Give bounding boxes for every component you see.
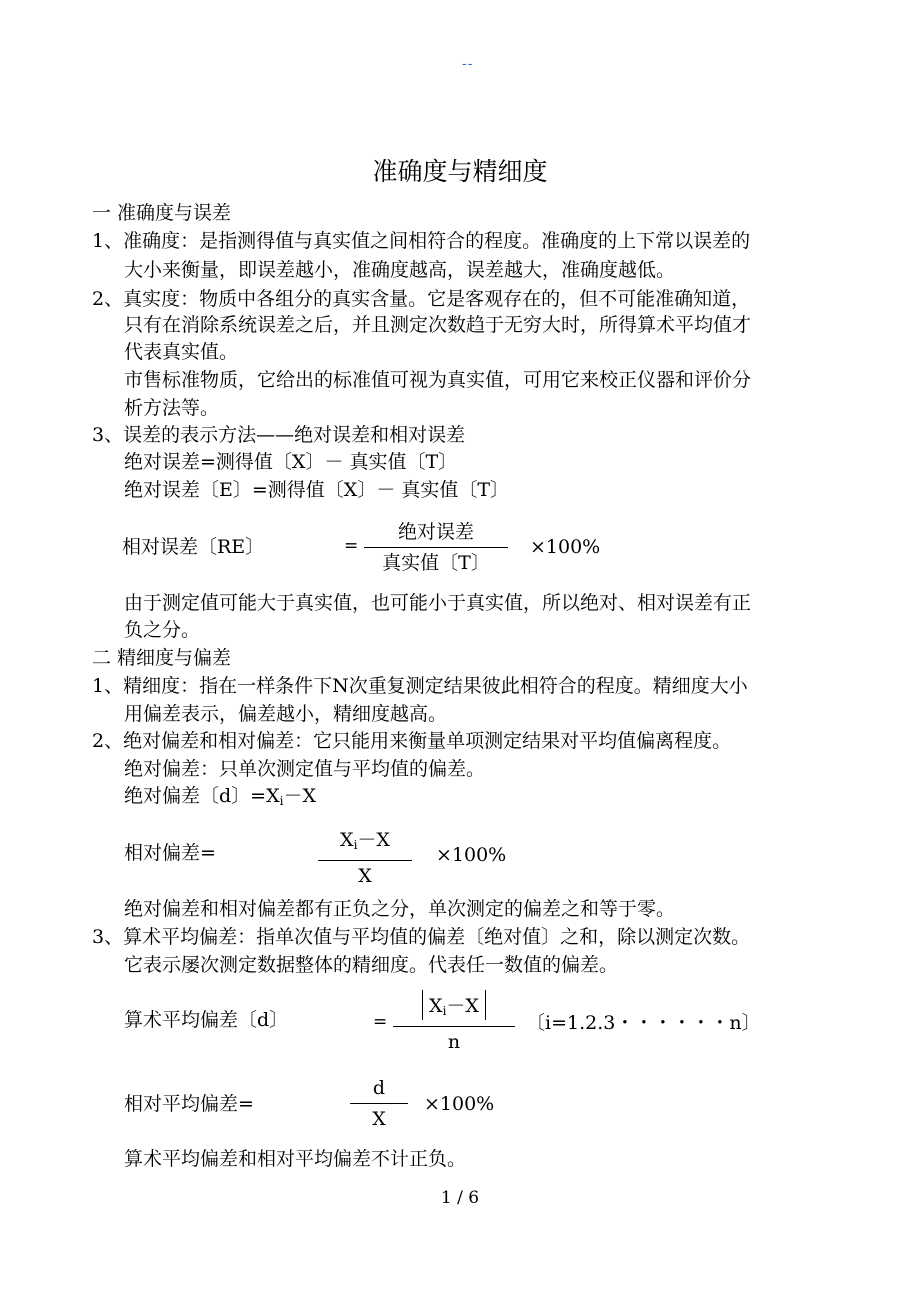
s2-item1-line1: 1、精细度：指在一样条件下N次重复测定结果彼此相符合的程度。精细度大小 — [92, 675, 748, 697]
s1-item2-line3: 代表真实值。 — [124, 341, 239, 363]
abs-dev-suffix: －X — [283, 785, 316, 807]
page-number: 1 / 6 — [440, 1188, 480, 1208]
s1-item2-line1: 2、真实度：物质中各组分的真实含量。它是客观存在的，但不可能准确知道， — [92, 288, 751, 310]
s2-item3-line1: 3、算术平均偏差：指单次值与平均值的偏差〔绝对值〕之和，除以测定次数。 — [92, 926, 751, 948]
s1-item1-line2: 大小来衡量，即误差越小，准确度越高，误差越大，准确度越低。 — [124, 259, 676, 281]
s1-item2-line5: 析方法等。 — [124, 397, 220, 419]
section-1-heading: 一 准确度与误差 — [92, 202, 232, 224]
header-mark: -- — [462, 56, 474, 72]
relative-average-deviation-fraction — [350, 1074, 408, 1133]
avg-dev-denominator: n — [447, 1031, 461, 1053]
s1-note-line1: 由于测定值可能大于真实值，也可能小于真实值，所以绝对、相对误差有正 — [124, 592, 752, 614]
s2-item2-line2: 绝对偏差：只单次测定值与平均值的偏差。 — [124, 758, 486, 780]
rel-dev-num-sub: i — [353, 838, 358, 852]
avg-dev-num-x: X — [429, 995, 443, 1017]
s2-item3-line2: 它表示屡次测定数据整体的精细度。代表任一数值的偏差。 — [124, 954, 619, 976]
s1-item3-line3: 绝对误差〔E〕=测得值〔X〕－ 真实值〔T〕 — [124, 479, 510, 501]
relative-average-deviation-times: ×100% — [424, 1093, 495, 1115]
average-deviation-fraction — [393, 990, 515, 1056]
abs-dev-prefix: 绝对偏差〔d〕=X — [124, 785, 280, 807]
section-2-heading: 二 精细度与偏差 — [92, 647, 232, 669]
rad-denominator: X — [372, 1108, 386, 1130]
rad-numerator: d — [372, 1077, 386, 1099]
relative-deviation-label: 相对偏差= — [124, 842, 216, 864]
rel-dev-num-minus-x: －X — [357, 829, 390, 851]
s2-item2-line1: 2、绝对偏差和相对偏差：它只能用来衡量单项测定结果对平均值偏离程度。 — [92, 730, 732, 752]
rel-dev-denominator: X — [358, 865, 372, 887]
s2-item3-note: 算术平均偏差和相对平均偏差不计正负。 — [124, 1148, 467, 1170]
rel-dev-num-x: X — [340, 829, 354, 851]
s1-item2-line4: 市售标准物质，它给出的标准值可视为真实值，可用它来校正仪器和评价分 — [124, 369, 752, 391]
s1-item2-line2: 只有在消除系统误差之后，并且测定次数趋于无穷大时，所得算术平均值才 — [124, 314, 752, 336]
relative-error-denominator: 真实值〔T〕 — [382, 552, 490, 574]
avg-dev-numerator — [393, 990, 515, 1025]
average-deviation-equals: = — [373, 1012, 388, 1032]
absolute-value-bar-right — [485, 990, 486, 1020]
abs-dev-sub: i — [279, 794, 284, 808]
s2-item2-note: 绝对偏差和相对偏差都有正负之分，单次测定的偏差之和等于零。 — [124, 898, 676, 920]
relative-average-deviation-label: 相对平均偏差= — [124, 1093, 254, 1115]
relative-error-times: ×100% — [530, 536, 601, 558]
fraction-bar — [350, 1103, 408, 1104]
absolute-value-bar-left — [422, 990, 423, 1020]
relative-error-label: 相对误差〔RE〕 — [122, 536, 265, 558]
fraction-bar — [318, 860, 412, 861]
fraction-bar — [393, 1026, 515, 1027]
average-deviation-label: 算术平均偏差〔d〕 — [124, 1009, 289, 1031]
avg-dev-num-sub: i — [442, 1004, 447, 1018]
s2-item1-line2: 用偏差表示，偏差越小，精细度越高。 — [124, 703, 448, 725]
fraction-bar — [364, 547, 508, 548]
rel-dev-numerator — [318, 826, 412, 859]
relative-deviation-times: ×100% — [436, 844, 507, 866]
s1-note-line2: 负之分。 — [124, 619, 201, 641]
absolute-deviation-formula — [124, 782, 316, 815]
average-deviation-range: 〔i=1.2.3・・・・・・n〕 — [526, 1012, 761, 1034]
relative-error-fraction — [364, 518, 508, 577]
page-title: 准确度与精细度 — [372, 157, 548, 186]
s1-item3-line2: 绝对误差=测得值〔X〕－ 真实值〔T〕 — [124, 451, 458, 473]
relative-error-equals: = — [344, 536, 359, 556]
s1-item3-line1: 3、误差的表示方法——绝对误差和相对误差 — [92, 424, 466, 446]
relative-error-numerator: 绝对误差 — [397, 521, 474, 543]
s1-item1-line1: 1、准确度：是指测得值与真实值之间相符合的程度。准确度的上下常以误差的 — [92, 230, 751, 252]
relative-deviation-fraction — [318, 826, 412, 890]
avg-dev-num-minus-x: －X — [446, 995, 479, 1017]
